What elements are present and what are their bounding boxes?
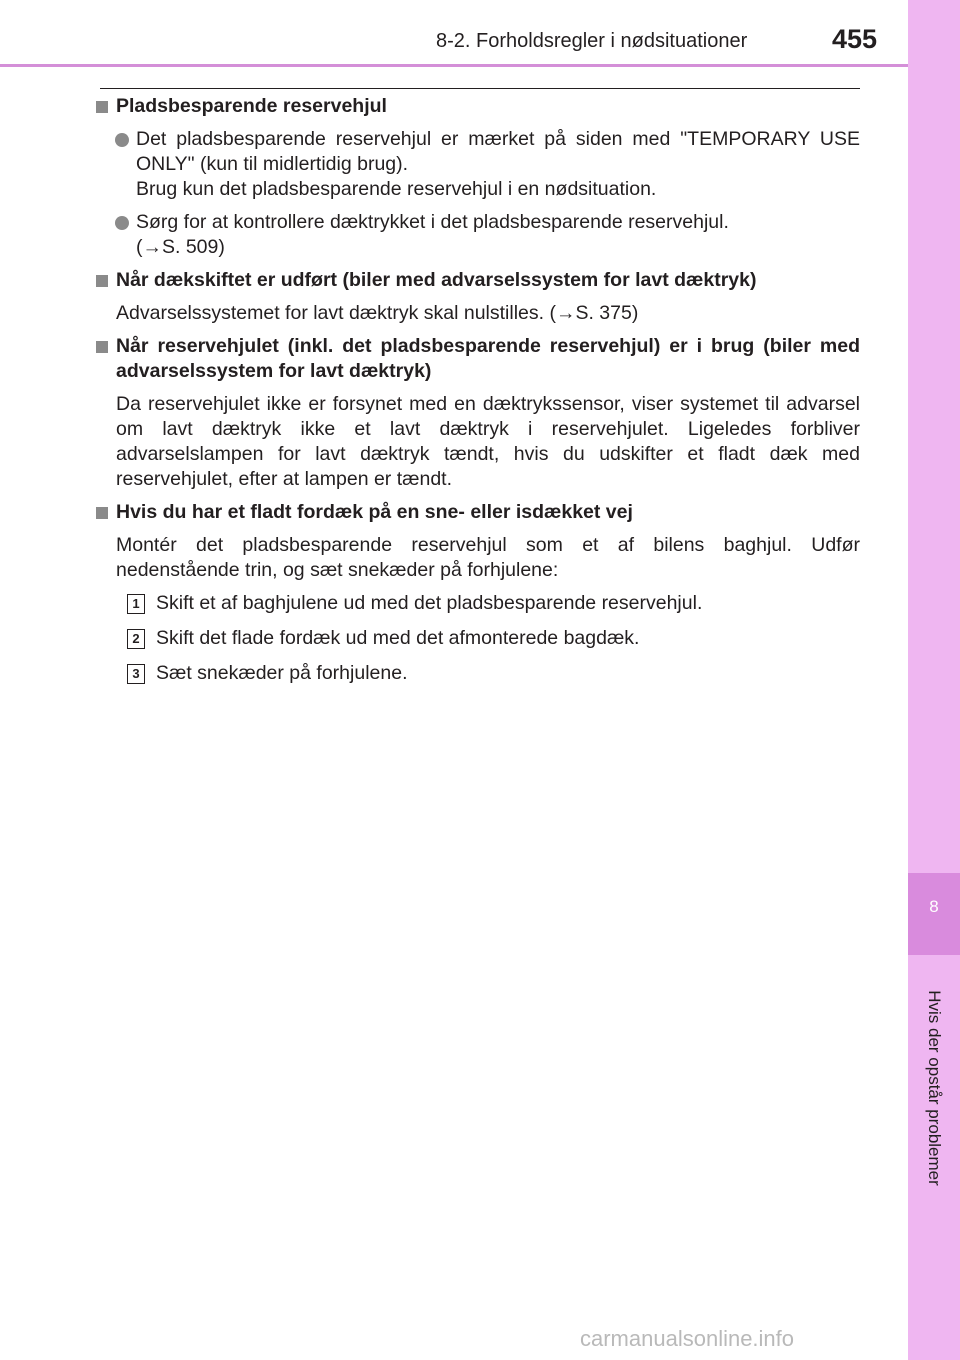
step-number-badge: 1: [127, 594, 145, 614]
step-item: [96, 591, 860, 616]
chapter-number: 8: [929, 897, 939, 916]
page-content: [96, 94, 860, 696]
watermark: carmanualsonline.info: [580, 1326, 795, 1351]
square-bullet-icon: [96, 101, 108, 113]
page-reference-link[interactable]: (→S. 509): [136, 236, 225, 258]
step-item: [96, 626, 860, 651]
section-heading: [96, 268, 860, 293]
paragraph: Advarselssystemet for lavt dæktryk skal nulstilles. (→S. 375): [116, 302, 639, 324]
header-divider: [0, 64, 908, 67]
step-text: Skift et af baghjulene ud med det pladsbesparende reservehjul.: [156, 592, 703, 614]
square-bullet-icon: [96, 341, 108, 353]
paragraph: Da reservehjulet ikke er forsynet med en dæktrykssensor, viser systemet til advarsel om lavt dæktryk ikke et lavt dæktryk i reservehjulet. Ligeledes forbliver advarselslampen for lavt dæktryk tændt, hvis du udskifter et fladt dæk med reservehjulet, efter at lampen er tændt.: [116, 393, 860, 490]
section-heading: [96, 334, 860, 384]
chapter-title: Hvis der opstår problemer: [925, 990, 944, 1186]
step-number-badge: 3: [127, 664, 145, 684]
step-item: [96, 661, 860, 686]
chapter-tab[interactable]: [908, 873, 960, 955]
step-text: Skift det flade fordæk ud med det afmonterede bagdæk.: [156, 627, 640, 649]
section-heading: [96, 94, 860, 119]
step-text: Sæt snekæder på forhjulene.: [156, 662, 408, 684]
paragraph: Montér det pladsbesparende reservehjul som et af bilens baghjul. Udfør nedenstående trin, og sæt snekæder på forhjulene:: [116, 534, 860, 581]
running-header: 8-2. Forholdsregler i nødsituationer: [436, 30, 748, 52]
heading-text: Når dækskiftet er udført (biler med advarselssystem for lavt dæktryk): [116, 269, 757, 291]
bullet-item: [96, 210, 860, 260]
step-number-badge: 2: [127, 629, 145, 649]
round-bullet-icon: [115, 133, 129, 147]
square-bullet-icon: [96, 507, 108, 519]
page-number: 455: [832, 24, 878, 54]
square-bullet-icon: [96, 275, 108, 287]
heading-text: Når reservehjulet (inkl. det pladsbesparende reservehjul) er i brug (biler med advarselssystem for lavt dæktryk): [116, 335, 860, 382]
heading-text: Pladsbesparende reservehjul: [116, 95, 387, 117]
bullet-text: Sørg for at kontrollere dæktrykket i det pladsbesparende reservehjul.: [136, 211, 729, 233]
bullet-item: [96, 127, 860, 202]
round-bullet-icon: [115, 216, 129, 230]
heading-text: Hvis du har et fladt fordæk på en sne- eller isdækket vej: [116, 501, 633, 523]
bullet-text: Brug kun det pladsbesparende reservehjul i en nødsituation.: [136, 178, 657, 200]
bullet-text: Det pladsbesparende reservehjul er mærket på siden med "TEMPORARY USE ONLY" (kun til midlertidig brug).: [136, 128, 860, 175]
section-rule: [100, 88, 860, 89]
section-heading: [96, 500, 860, 525]
